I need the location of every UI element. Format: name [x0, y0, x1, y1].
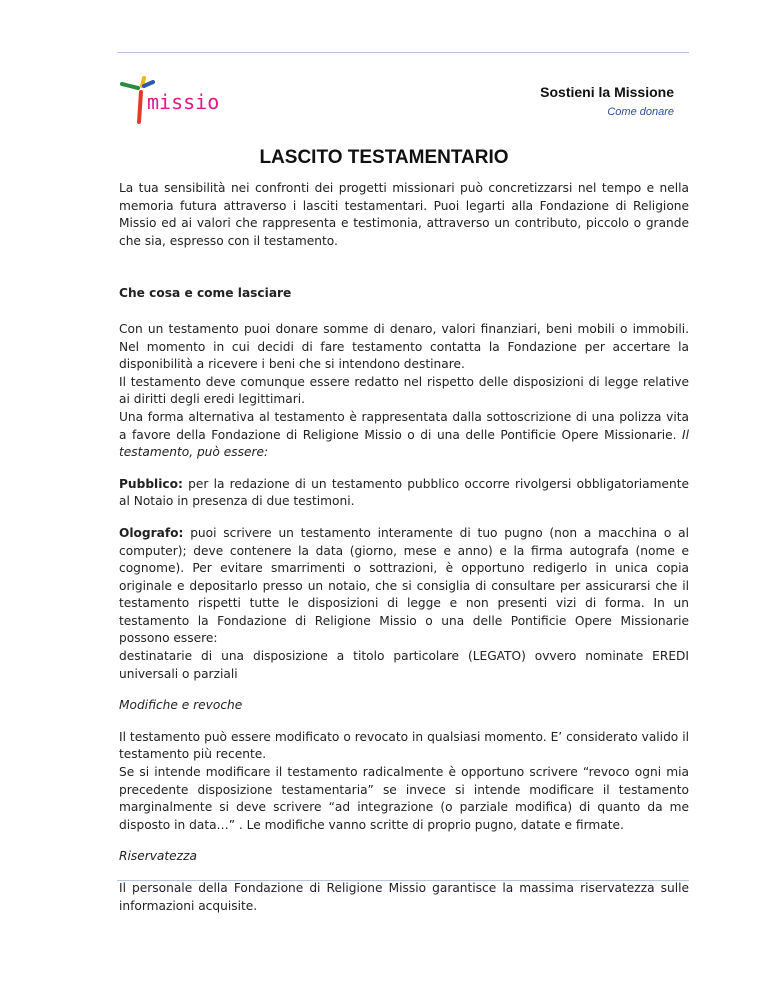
header-title: Sostieni la Missione	[540, 84, 674, 100]
olografo-paragraph-2: destinatarie di una disposizione a titolo particolare (LEGATO) ovvero nominate EREDI universali o parziali	[119, 649, 689, 681]
lasciare-paragraph-2: Il testamento deve comunque essere redatto nel rispetto delle disposizioni di legge relative ai diritti degli eredi legittimari.	[119, 374, 689, 407]
top-divider	[117, 52, 689, 53]
section-heading-modifiche: Modifiche e revoche	[119, 698, 243, 713]
lasciare-paragraph-3-text: Una forma alternativa al testamento è rappresentata dalla sottoscrizione di una polizza vita a favore della Fondazione di Religione Missio o di una delle Pontificie Opere Missionarie.	[119, 409, 689, 442]
logo-wordmark: missio	[147, 90, 220, 114]
document-title: LASCITO TESTAMENTARIO	[259, 147, 509, 168]
lasciare-paragraph-1: Con un testamento puoi donare somme di denaro, valori finanziari, beni mobili o immobili. Nel momento in cui decidi di fare testamento contatta la Fondazione per accertare la disponibilità a ricevere i beni che si intendono destinare.	[119, 321, 689, 372]
bottom-divider	[117, 880, 689, 881]
header-subtitle: Come donare	[607, 106, 674, 118]
olografo-label: Olografo:	[119, 525, 184, 540]
section-heading-riservatezza: Riservatezza	[119, 849, 197, 864]
olografo-paragraph	[119, 525, 689, 648]
pubblico-text: per la redazione di un testamento pubblico occorre rivolgersi obbligatoriamente al Notaio in presenza di due testimoni.	[119, 476, 689, 509]
lasciare-paragraph-3-italic: Il testamento, può essere:	[119, 427, 689, 460]
document-body	[119, 180, 689, 915]
olografo-text: puoi scrivere un testamento interamente di tuo pugno (non a macchina o al computer); deve contenere la data (giorno, mese e anno) e la firma autografa (nome e cognome). Per evitare smarrimenti o sottrazioni, è opportuno redigerlo in unica copia originale e depositarlo presso un notaio, che si consiglia di consultare per assicurarsi che il testamento rispetti tutte le disposizioni di legge e non presenti vizi di forma. In un testamento la Fondazione di Religione Missio o una delle Pontificie Opere Missionarie possono essere:	[119, 525, 689, 646]
section-heading-lasciare: Che cosa e come lasciare	[119, 286, 292, 301]
pubblico-label: Pubblico:	[119, 476, 183, 491]
pubblico-paragraph	[119, 476, 689, 511]
modifiche-paragraph-2: Se si intende modificare il testamento radicalmente è opportuno scrivere “revoco ogni mia precedente disposizione testamentaria” se invece si intende modificare il testamento marginalmente si deve scrivere “ad integrazione (o parziale modifica) di quanto da me disposto in data…” . Le modifiche vanno scritte di proprio pugno, datate e firmate.	[119, 765, 689, 832]
riservatezza-paragraph: Il personale della Fondazione di Religione Missio garantisce la massima riservatezza sulle informazioni acquisite.	[119, 881, 689, 913]
intro-paragraph: La tua sensibilità nei confronti dei progetti missionari può concretizzarsi nel tempo e nella memoria futura attraverso i lasciti testamentari. Puoi legarti alla Fondazione di Religione Missio ed ai valori che rappresenta e testimonia, attraverso un contributo, piccolo o grande che sia, espresso con il testamento.	[119, 181, 689, 248]
modifiche-paragraph-1: Il testamento può essere modificato o revocato in qualsiasi momento. E’ considerato valido il testamento più recente.	[119, 729, 689, 762]
page-header	[540, 84, 674, 118]
lasciare-paragraph-3	[119, 409, 689, 462]
